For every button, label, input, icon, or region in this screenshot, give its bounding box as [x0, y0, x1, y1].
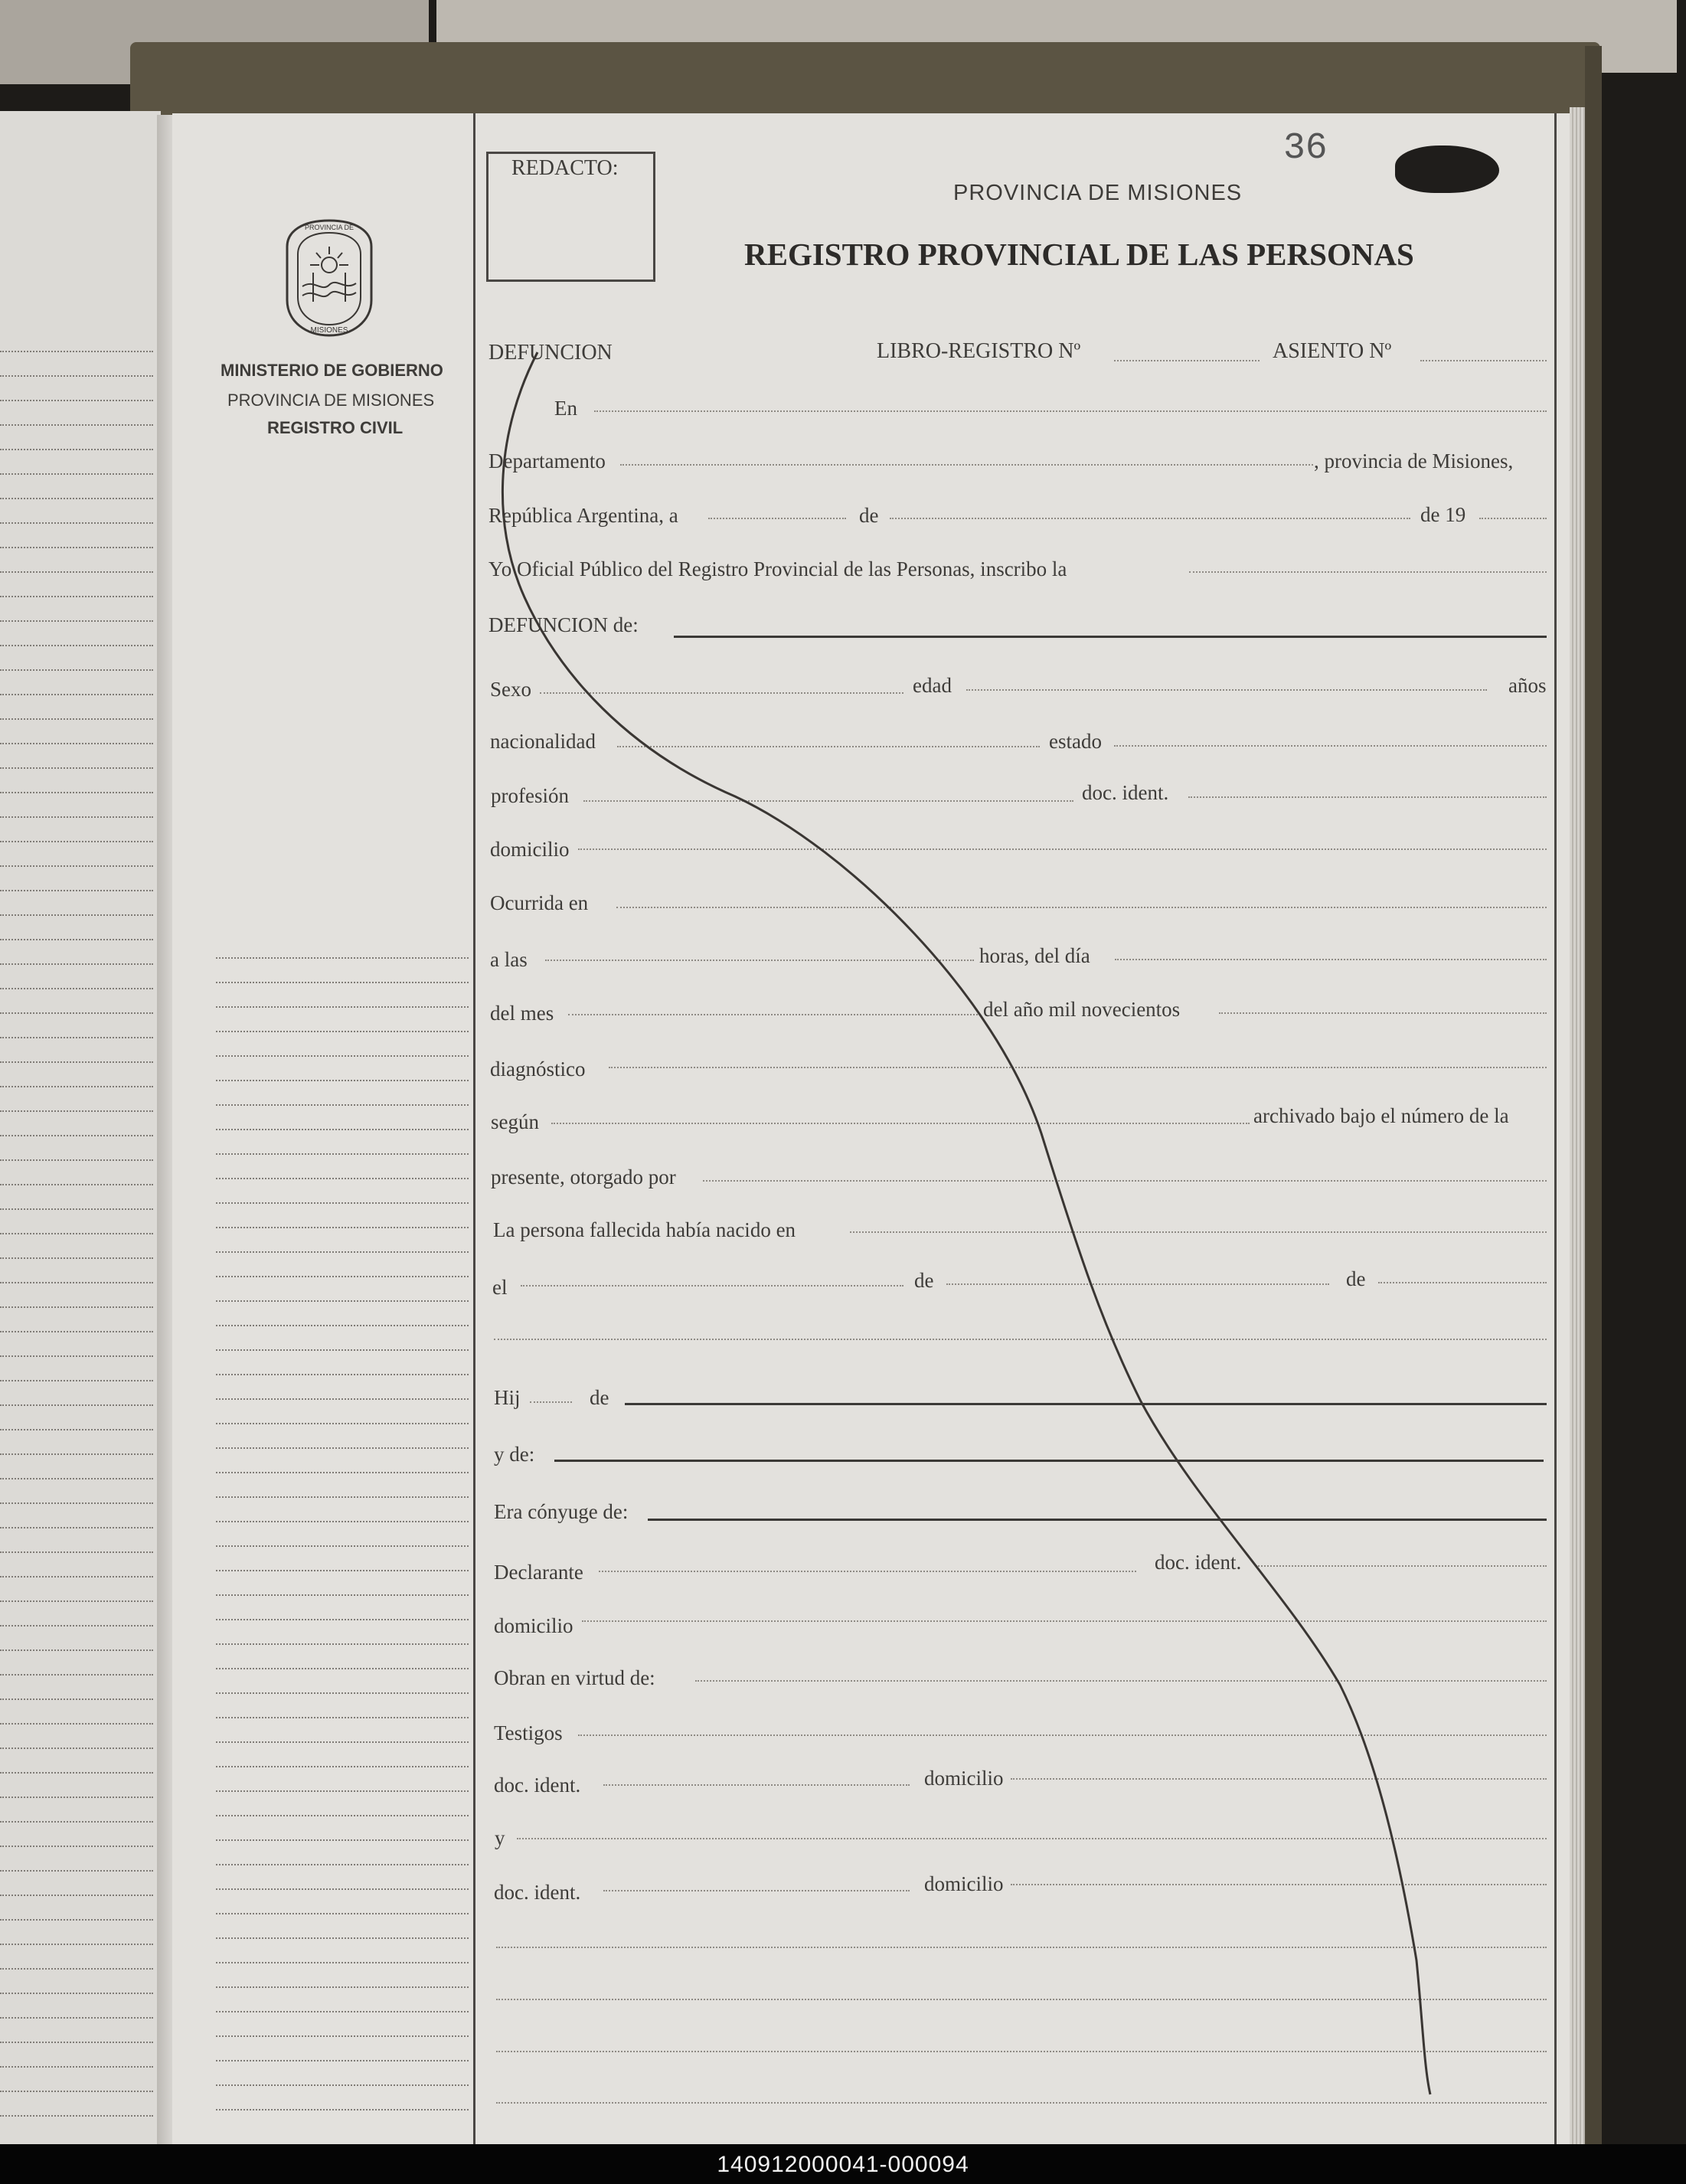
del-mes-label: del mes	[490, 1002, 554, 1025]
presente-label: presente, otorgado por	[491, 1166, 676, 1188]
en-label: En	[554, 397, 577, 420]
persona-fallecida-label: La persona fallecida había nacido en	[493, 1218, 796, 1241]
page-number: 36	[1283, 128, 1328, 169]
left-page-rule	[0, 743, 153, 744]
margin-rule	[216, 1055, 469, 1057]
del-ano-label: del año mil novecientos	[983, 998, 1181, 1021]
margin-rule	[216, 1472, 469, 1473]
margin-rule	[216, 1570, 469, 1571]
margin-rule	[216, 1276, 469, 1277]
left-page-rule	[0, 1233, 153, 1234]
domicilio-label-1: domicilio	[490, 838, 570, 861]
left-page-rule	[0, 1037, 153, 1038]
seal-bottom-text: MISIONES	[310, 326, 348, 335]
left-page-rule	[0, 1870, 153, 1872]
margin-rule	[216, 1178, 469, 1179]
ministry-line-1: MINISTERIO DE GOBIERNO	[221, 361, 443, 380]
sexo-label: Sexo	[490, 678, 531, 701]
ministry-line-2: PROVINCIA DE MISIONES	[227, 391, 435, 410]
left-page-rule	[0, 1723, 153, 1725]
margin-rule	[216, 1325, 469, 1326]
doc-ident-label-2: doc. ident.	[1155, 1551, 1242, 1574]
left-page-rule	[0, 596, 153, 597]
left-page-rule	[0, 2017, 153, 2019]
left-page-rule	[0, 1453, 153, 1455]
left-page-rule	[0, 2115, 153, 2117]
margin-rule	[216, 1766, 469, 1767]
redacto-label: REDACTO:	[511, 156, 619, 180]
margin-rule	[216, 1913, 469, 1914]
left-page-rule	[0, 375, 153, 377]
left-page-rule	[0, 718, 153, 720]
defuncion-heading: DEFUNCION	[488, 341, 613, 365]
left-page-rule	[0, 1649, 153, 1651]
domicilio-label-4: domicilio	[924, 1872, 1004, 1895]
left-page-rule	[0, 1355, 153, 1357]
doc-ident-label-3: doc. ident.	[494, 1774, 581, 1797]
margin-rule	[216, 1006, 469, 1008]
margin-rule	[216, 1080, 469, 1081]
margin-rule	[216, 1692, 469, 1694]
margin-rule	[216, 1202, 469, 1204]
profesion-label: profesión	[491, 784, 569, 807]
left-page-rule	[0, 400, 153, 401]
left-page-rule	[0, 1135, 153, 1136]
left-page-rule	[0, 1772, 153, 1774]
hij-label: Hij	[494, 1386, 521, 1409]
left-page-rule	[0, 1478, 153, 1479]
margin-rule	[216, 1815, 469, 1816]
left-page-rule	[0, 1919, 153, 1921]
left-page-rule	[0, 1797, 153, 1798]
left-page-rule	[0, 620, 153, 622]
left-page-rule	[0, 2091, 153, 2092]
left-page-rule	[0, 1159, 153, 1161]
margin-rule	[216, 982, 469, 983]
margin-rule	[216, 1643, 469, 1645]
de-label-3: de	[1346, 1267, 1366, 1290]
left-page-rule	[0, 767, 153, 769]
de-label-4: de	[590, 1386, 609, 1409]
margin-rule	[216, 1668, 469, 1669]
left-page-rule	[0, 914, 153, 916]
doc-ident-label-1: doc. ident.	[1082, 781, 1169, 804]
margin-rule	[216, 1251, 469, 1253]
left-page-rule	[0, 1748, 153, 1749]
left-page-rule	[0, 571, 153, 573]
margin-rule	[216, 2060, 469, 2061]
yo-oficial-text: Yo Oficial Público del Registro Provincial de las Personas, inscribo la	[488, 557, 1067, 580]
margin-rule	[216, 2084, 469, 2086]
margin-rule	[216, 957, 469, 959]
era-conyuge-label: Era cónyuge de:	[494, 1500, 629, 1523]
domicilio-label-3: domicilio	[924, 1767, 1004, 1790]
margin-rule	[216, 1423, 469, 1424]
left-page-rule	[0, 1404, 153, 1406]
nacionalidad-label: nacionalidad	[490, 730, 596, 753]
margin-rule	[216, 1717, 469, 1718]
de-label-1: de	[859, 504, 879, 527]
left-page-rule	[0, 890, 153, 891]
left-page-rule	[0, 1968, 153, 1970]
margin-rule	[216, 1545, 469, 1547]
left-page-rule	[0, 1625, 153, 1627]
ocurrida-en-label: Ocurrida en	[490, 891, 589, 914]
margin-rule	[216, 1937, 469, 1939]
left-page-rule	[0, 1331, 153, 1332]
defuncion-de-label: DEFUNCION de:	[488, 613, 639, 636]
y-label: y	[495, 1826, 505, 1849]
declarante-label: Declarante	[494, 1561, 583, 1584]
asiento-label: ASIENTO Nº	[1273, 339, 1392, 363]
left-page-rule	[0, 449, 153, 450]
left-page-rule	[0, 1282, 153, 1283]
margin-rule	[216, 1153, 469, 1155]
de-19-label: de 19	[1420, 503, 1466, 526]
a-las-label: a las	[490, 948, 528, 971]
left-page-rule	[0, 1502, 153, 1504]
margin-rule	[216, 1521, 469, 1522]
edad-label: edad	[913, 674, 952, 697]
margin-rule	[216, 1594, 469, 1596]
registry-heading: REGISTRO PROVINCIAL DE LAS PERSONAS	[744, 237, 1414, 272]
left-page-rule	[0, 1208, 153, 1210]
left-page-rule	[0, 694, 153, 695]
margin-rule	[216, 1496, 469, 1498]
left-page-rule	[0, 2066, 153, 2068]
left-page-rule	[0, 1184, 153, 1185]
left-page-rule	[0, 1306, 153, 1308]
segun-label: según	[491, 1110, 539, 1133]
margin-rule	[216, 1888, 469, 1890]
margin-rule	[216, 1741, 469, 1743]
left-page-rule	[0, 473, 153, 475]
margin-rule	[216, 1374, 469, 1375]
estado-label: estado	[1049, 730, 1102, 753]
left-page-rule	[0, 2042, 153, 2043]
left-page-rule	[0, 1821, 153, 1823]
left-page-rule	[0, 1674, 153, 1676]
republica-label: República Argentina, a	[488, 504, 678, 527]
margin-rule	[216, 1300, 469, 1302]
left-page-rule	[0, 816, 153, 818]
diagnostico-label: diagnóstico	[490, 1058, 586, 1081]
left-page-rule	[0, 1600, 153, 1602]
left-page-rule	[0, 1527, 153, 1528]
left-page-rule	[0, 1257, 153, 1259]
provincia-misiones-text: , provincia de Misiones,	[1314, 450, 1514, 472]
doc-ident-label-4: doc. ident.	[494, 1881, 581, 1904]
left-page-rule	[0, 988, 153, 989]
left-page-rule	[0, 865, 153, 867]
margin-rule	[216, 1398, 469, 1400]
anos-label: años	[1508, 674, 1547, 697]
left-page-rule	[0, 1012, 153, 1014]
left-page-rule	[0, 1061, 153, 1063]
de-label-2: de	[914, 1269, 934, 1292]
left-page-rule	[0, 1895, 153, 1896]
left-page-rule	[0, 792, 153, 793]
ministry-line-3: REGISTRO CIVIL	[267, 418, 404, 437]
left-page-rule	[0, 963, 153, 965]
left-page-rule	[0, 351, 153, 352]
margin-rule	[216, 1227, 469, 1228]
margin-rule	[216, 1447, 469, 1449]
horas-dia-label: horas, del día	[979, 944, 1090, 967]
libro-registro-label: LIBRO-REGISTRO Nº	[877, 339, 1081, 363]
margin-rule	[216, 1031, 469, 1032]
seal-top-text: PROVINCIA DE	[304, 224, 355, 231]
departamento-label: Departamento	[488, 450, 606, 472]
margin-rule	[216, 2109, 469, 2110]
y-de-label: y de:	[494, 1443, 535, 1466]
left-page-rule	[0, 1846, 153, 1847]
obran-label: Obran en virtud de:	[494, 1666, 655, 1689]
left-page-rule	[0, 1110, 153, 1112]
margin-rule	[216, 1986, 469, 1988]
left-page-rule	[0, 1698, 153, 1700]
left-page-rule	[0, 1576, 153, 1578]
left-page-rule	[0, 522, 153, 524]
margin-rule	[216, 1104, 469, 1106]
footer-id: 140912000041-000094	[717, 2152, 969, 2177]
margin-rule	[216, 2035, 469, 2037]
margin-rule	[216, 1790, 469, 1792]
el-label: el	[492, 1276, 508, 1299]
left-page-rule	[0, 1380, 153, 1381]
left-page-rule	[0, 424, 153, 426]
margin-rule	[216, 1619, 469, 1620]
left-page-rule	[0, 1993, 153, 1994]
margin-rule	[216, 1349, 469, 1351]
footer-bar	[0, 2144, 1686, 2184]
margin-rule	[216, 1864, 469, 1865]
margin-rule	[216, 1839, 469, 1841]
left-page-rule	[0, 547, 153, 548]
archivado-text: archivado bajo el número de la	[1253, 1104, 1509, 1127]
left-page-rule	[0, 669, 153, 671]
left-page-rule	[0, 1944, 153, 1945]
left-page-rule	[0, 841, 153, 842]
left-page-rule	[0, 1429, 153, 1430]
left-page-rule	[0, 1086, 153, 1087]
left-page-rule	[0, 498, 153, 499]
testigos-label: Testigos	[494, 1721, 563, 1744]
left-page-rule	[0, 1551, 153, 1553]
left-page-rule	[0, 939, 153, 940]
margin-rule	[216, 1962, 469, 1963]
province-heading: PROVINCIA DE MISIONES	[953, 181, 1243, 205]
left-page-rule	[0, 645, 153, 646]
margin-rule	[216, 2011, 469, 2012]
margin-rule	[216, 1129, 469, 1130]
domicilio-label-2: domicilio	[494, 1614, 573, 1637]
